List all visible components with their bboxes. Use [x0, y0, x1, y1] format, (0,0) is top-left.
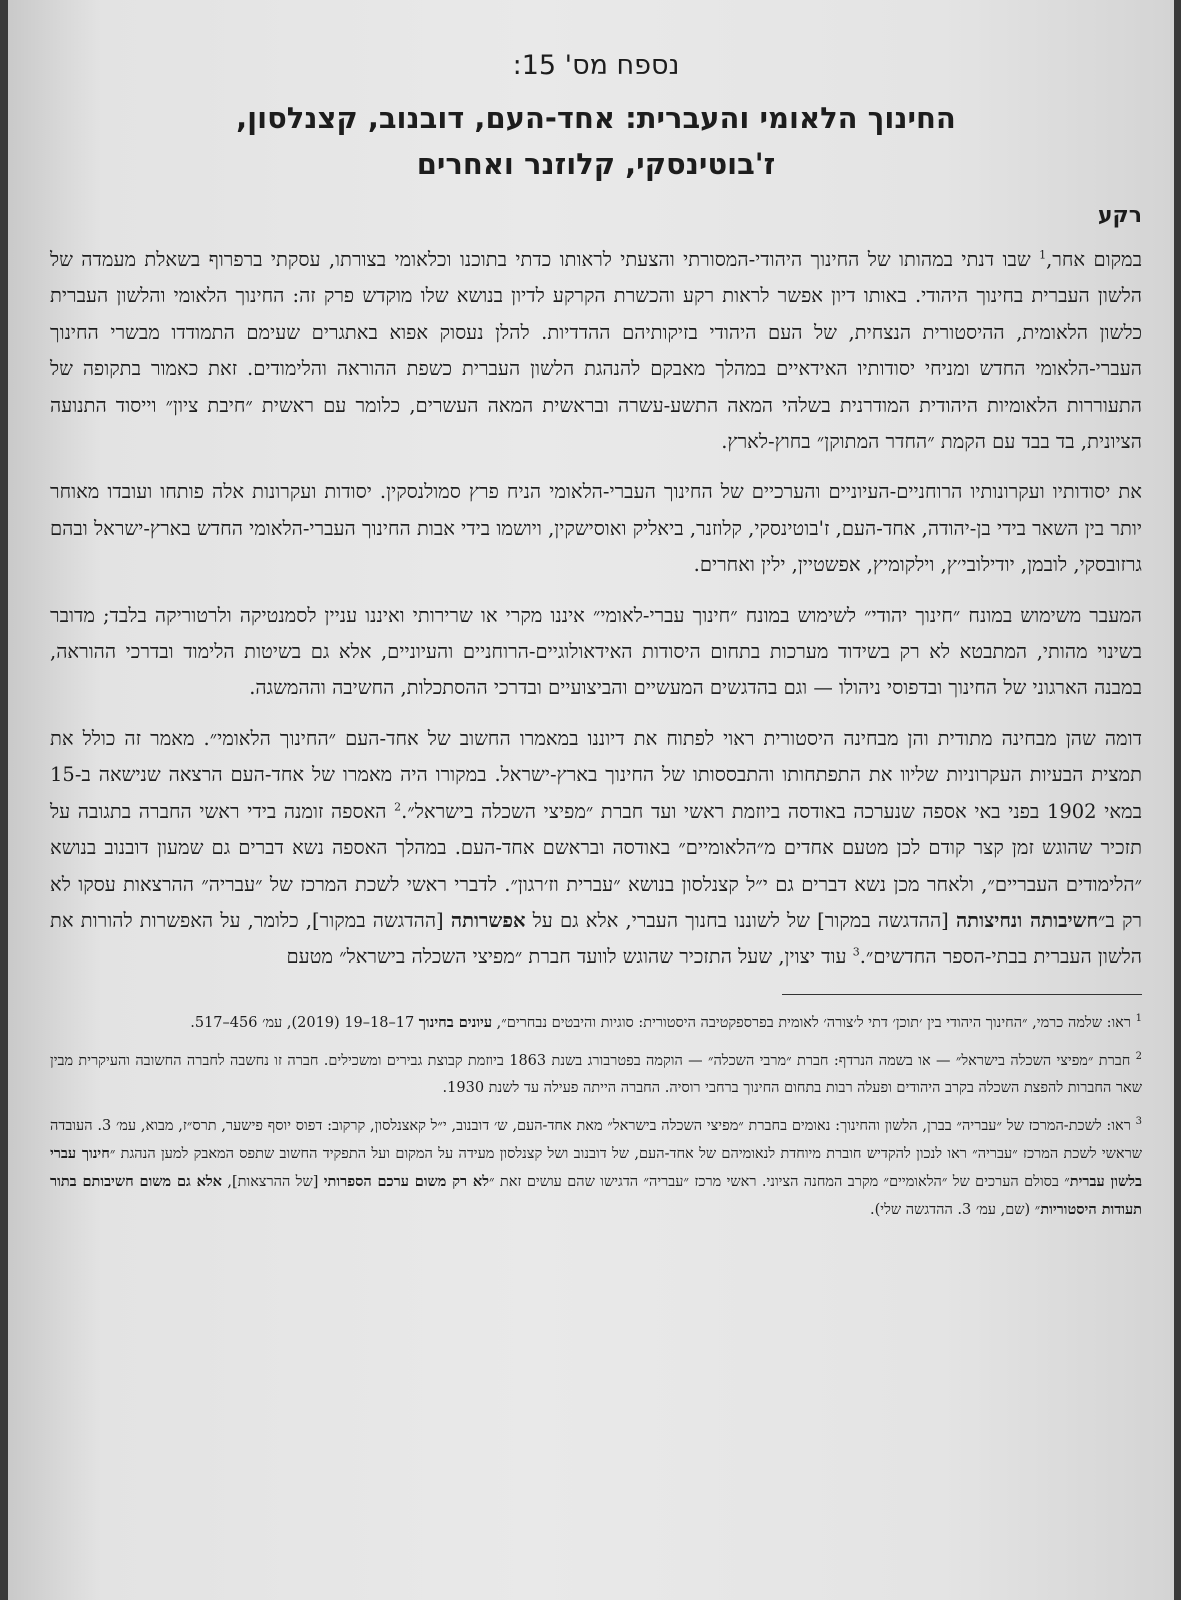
- p1-start: במקום אחר,: [1046, 248, 1142, 271]
- footnote-divider: [782, 994, 1142, 995]
- body-text: [50, 242, 1142, 976]
- chapter-title: [50, 95, 1142, 187]
- footnotes: [50, 1005, 1142, 1224]
- p4-part-c: [ההדגשה במקור] של לשוננו בחנוך העברי, אלא גם על: [525, 908, 956, 932]
- footnote-3-text-b: ״ בסולם הערכים של ״הלאומיים״ מקרב המחנה הציוני. ראשי מרכז ״עבריה״ הדגישו שהם עושים זאת ״: [489, 1174, 1070, 1191]
- p4-part-d: [ההדגשה במקור], כלומר, על האפשרות להורות את הלשון העברית בבתי-הספר החדשים״.: [50, 908, 1142, 969]
- footnote-3-number: 3: [1135, 1116, 1142, 1128]
- footnote-3: [50, 1108, 1142, 1224]
- paragraph-2: את יסודותיו ועקרונותיו הרוחניים-העיוניים והערכיים של החינוך העברי-הלאומי הניח פרץ סמולנסקין. יסודות ועקרונות אלה פותחו ועובדו מאוחר יותר בין השאר בידי בן-יהודה, אחד-העם, ז'בוטינסקי, קלוזנר, ביאליק ואוסישקין, ויושמו בידי אבות החינוך העברי-הלאומי החדש בארץ-ישראל ובהם גרזובסקי, לובמן, יודילובי׳ץ, וילקומיץ, אפשטיין, ילין ואחרים.: [50, 480, 1142, 577]
- footnote-2-text: חברת ״מפיצי השכלה בישראל״ — או בשמה הנרדף: חברת ״מרבי השכלה״ — הוקמה בפטרבורג בשנת 1863 ביוזמת קבוצת גבירים ומשכילים. חברה זו נחשבה לחברה החשובה והעיקרית מבין שאר החברות להפצת השכלה בקרב היהודים ופעלה רבות בתחום החינוך ברחבי רוסיה. החברה הייתה פעילה עד לשנת 1930.: [50, 1052, 1142, 1097]
- footnote-1-text-b: 17–18–19 (2019), עמ׳ 456–517.: [190, 1014, 419, 1031]
- footnote-3-text-a: ראו: לשכת-המרכז של ״עבריה״ בברן, הלשון והחינוך: נאומים בחברת ״מפיצי השכלה בישראל״ מאת אחד-העם, ש׳ דובנוב, י״ל קאצנלסון, קרקוב: דפוס יוסף פישער, תרס״ז, מבוא, עמ׳ 3. העובדה שראשי לשכת המרכז ״עבריה״ ראו לנכון להקדיש חוברת מיוחדת לנאומיהם של אחד-העם, של דובנוב ושל קצנלסון מעידה על המקום ועל התפקיד החשוב שתפס המאבק למען הנהגת ״: [50, 1118, 1142, 1163]
- footnote-2-number: 2: [1135, 1050, 1142, 1062]
- appendix-number: נספח מס' 15:: [512, 50, 680, 81]
- p4-emphasis-2: אפשרותה: [450, 908, 526, 932]
- p4-part-a: דומה שהן מבחינה מתודית והן מבחינה היסטורית ראוי לפתוח את דיוננו במאמרו החשוב של אחד-העם ״החינוך הלאומי״. מאמר זה כולל את תמצית הבעיות העקרוניות שליוו את התפתחותו והתבססותו של החינוך בארץ-ישראל. במקורו היה מאמרו של אחד-העם הרצאה שנישאה ב-15 במאי 1902 בפני באי אספה שנערכה באודסה ביוזמת ראשי ועד חברת ״מפיצי השכלה בישראל״.: [50, 726, 1142, 823]
- page-content: [50, 50, 1142, 1230]
- title-line-1: החינוך הלאומי והעברית: אחד-העם, דובנוב, קצנלסון,: [236, 101, 956, 135]
- footnote-1-number: 1: [1135, 1012, 1142, 1024]
- footnote-2: [50, 1043, 1142, 1103]
- footnote-ref-3: 3: [852, 945, 860, 959]
- footnote-1-text-a: ראו: שלמה כרמי, ״החינוך היהודי בין ׳תוכן׳ דתי ל׳צורה׳ לאומית בפרספקטיבה היסטורית: סוגיות והיבטים נבחרים״,: [492, 1014, 1136, 1031]
- p4-emphasis-1: חשיבותה ונחיצותה: [955, 908, 1098, 932]
- footnote-ref-1: 1: [1039, 248, 1047, 262]
- footnote-1-journal: עיונים בחינוך: [418, 1013, 493, 1031]
- footnote-1: [50, 1005, 1142, 1037]
- title-line-2: ז'בוטינסקי, קלוזנר ואחרים: [416, 147, 776, 181]
- footnote-ref-2: 2: [394, 800, 402, 814]
- footnote-3-emphasis-3: אלא גם משום חשיבותם בתור תעודות היסטוריות: [50, 1173, 1142, 1219]
- section-heading: רקע: [1097, 203, 1142, 228]
- footnote-3-text-c: [של ההרצאות],: [222, 1174, 324, 1191]
- footnote-3-emphasis-1: חינוך עברי בלשון עברית: [50, 1145, 1142, 1191]
- paragraph-3: המעבר משימוש במונח ״חינוך יהודי״ לשימוש במונח ״חינוך עברי-לאומי״ איננו מקרי או שרירותי ואיננו עניין לסמנטיקה ולרטוריקה בלבד; מדובר בשינוי מהותי, המתבטא לא רק בשידוד מערכות בתחום היסודות האידאולוגיים-הרוחניים והעיוניים, אלא גם בשיטות הלימוד ובדרכי ההוראה, במבנה הארגוני של החינוך ובדפוסי ניהולו — וגם בהדגשים המעשיים והביצועיים ובדרכי ההסתכלות, החשיבה וההמשגה.: [50, 603, 1142, 700]
- paragraph-1: [50, 242, 1142, 460]
- p4-part-e: עוד יצוין, שעל התזכיר שהוגש לוועד חברת ״מפיצי השכלה בישראל״ מטעם: [286, 945, 853, 969]
- paragraph-4: [50, 721, 1142, 976]
- footnote-3-text-d: ״ (שם, עמ׳ 3. ההדגשה שלי).: [870, 1202, 1041, 1219]
- p1-rest: שבו דנתי במהותו של החינוך היהודי-המסורתי והצעתי לראותו כדתי בתוכנו וכלאומי בצורתו, עסקתי ברפרוף בשאלת מעמדה של הלשון העברית בחינוך היהודי. באותו דיון אפשר לראות רקע והכשרת הקרקע לדיון בנושא שלו מוקדש פרק זה: החינוך הלאומי והלשון העברית כלשון הלאומית, ההיסטורית הנצחית, של העם היהודי בזיקותיהם ההדדיות. להלן נעסוק אפוא באתגרים שעימם התמודדו מבשרי החינוך העברי-הלאומי החדש ומניחי יסודותיו האידאיים במהלך מאבקם להנהגת הלשון העברית כשפת ההוראה והלימודים. זאת כאמור בתקופה של התעוררות הלאומיות היהודית המודרנית בשלהי המאה התשע-עשרה ובראשית המאה העשרים, כלומר עם ראשית ״חיבת ציון״ וייסוד התנועה הציונית, בד בבד עם הקמת ״החדר המתוקן״ בחוץ-לארץ.: [50, 248, 1142, 454]
- p4-part-b: האספה זומנה בידי ראשי החברה בתגובה על תזכיר שהוגש זמן קצר קודם לכן מטעם אחדים מ״הלאומיים״ באודסה ובראשם אחד-העם. במהלך האספה נשא דברים גם שמעון דובנוב בנושא ״הלימודים העבריים״, ולאחר מכן נשא דברים גם י״ל קצנלסון בנושא ״עברית וז׳רגון״. לדברי ראשי לשכת המרכז של ״עבריה״ ההרצאות עסקו לא רק ב״: [50, 799, 1143, 932]
- scanned-page: [8, 0, 1174, 1600]
- footnote-3-emphasis-2: לא רק משום ערכם הספרותי: [323, 1173, 489, 1191]
